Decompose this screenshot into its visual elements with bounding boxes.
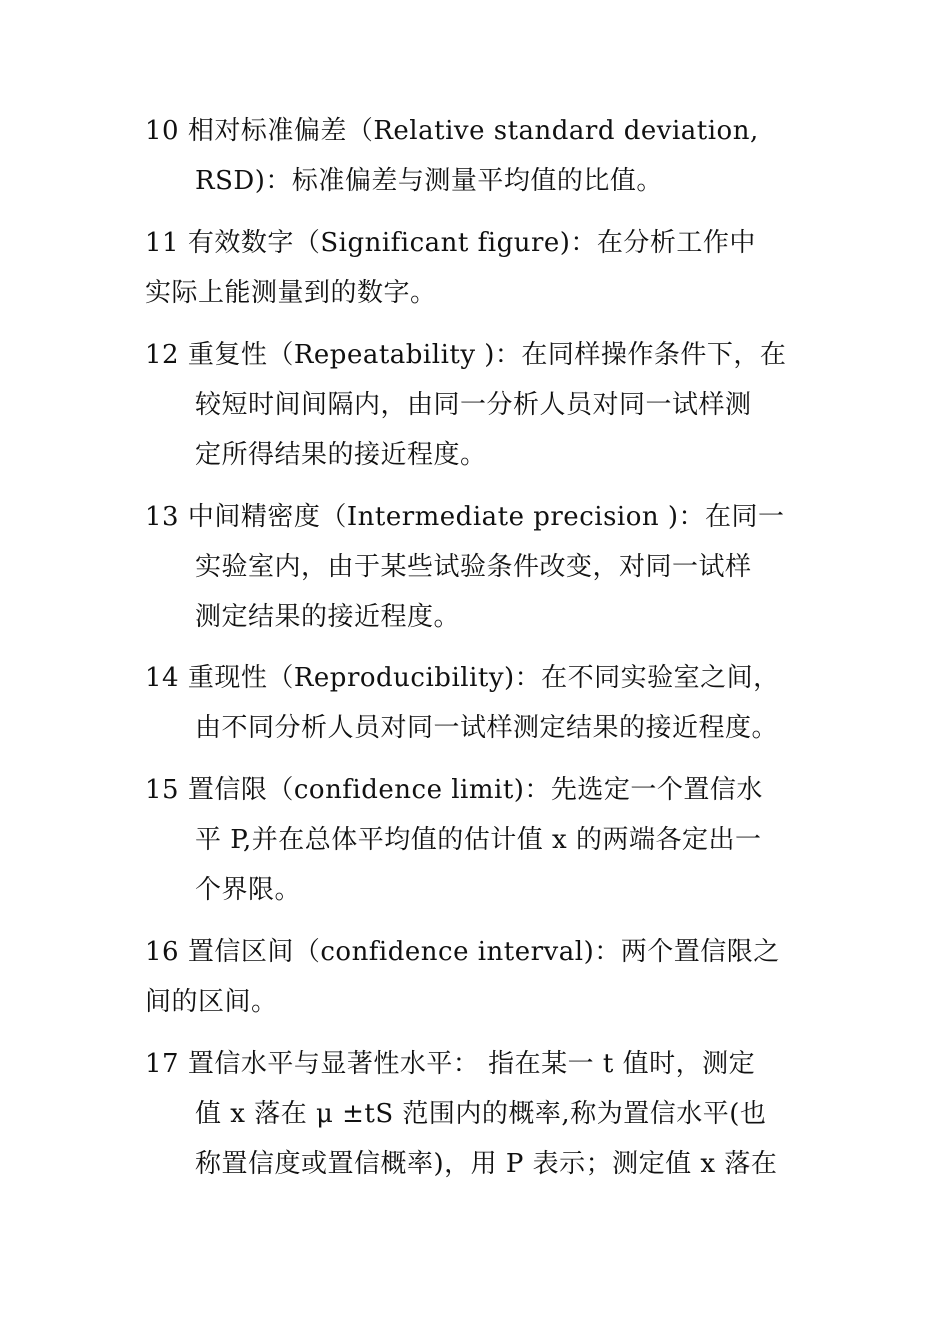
entry-15-line-2: 平 P,并在总体平均值的估计值 x 的两端各定出一 xyxy=(195,825,762,855)
entry-16-line-2: 间的区间。 xyxy=(145,987,278,1017)
entry-17-line-2: 值 x 落在 μ ±tS 范围内的概率,称为置信水平(也 xyxy=(195,1099,767,1129)
entry-12-line-2: 较短时间间隔内，由同一分析人员对同一试样测 xyxy=(195,390,752,420)
entry-12-line-1: 12 重复性（Repeatability )：在同样操作条件下，在 xyxy=(145,340,787,370)
entry-11-line-1: 11 有效数字（Significant figure)：在分析工作中 xyxy=(145,228,756,258)
definition-entry-15 xyxy=(145,765,825,915)
entry-13-line-2: 实验室内，由于某些试验条件改变，对同一试样 xyxy=(195,552,752,582)
entry-11-line-2: 实际上能测量到的数字。 xyxy=(145,278,437,308)
definition-entry-16 xyxy=(145,927,825,1027)
entry-14-line-2: 由不同分析人员对同一试样测定结果的接近程度。 xyxy=(195,713,779,743)
entry-16-line-1: 16 置信区间（confidence interval)：两个置信限之 xyxy=(145,937,780,967)
entry-10-line-2: RSD)：标准偏差与测量平均值的比值。 xyxy=(195,166,663,196)
entry-10-line-1: 10 相对标准偏差（Relative standard deviation, xyxy=(145,116,759,146)
entry-13-line-3: 测定结果的接近程度。 xyxy=(195,602,461,632)
definition-entry-13 xyxy=(145,492,825,642)
definition-entry-10 xyxy=(145,106,825,206)
entry-12-line-3: 定所得结果的接近程度。 xyxy=(195,440,487,470)
entry-15-line-1: 15 置信限（confidence limit)：先选定一个置信水 xyxy=(145,775,763,805)
definition-entry-17 xyxy=(145,1039,825,1189)
entry-17-line-3: 称置信度或置信概率)，用 P 表示；测定值 x 落在 xyxy=(195,1149,778,1179)
entry-13-line-1: 13 中间精密度（Intermediate precision )：在同一 xyxy=(145,502,785,532)
definition-entry-11 xyxy=(145,218,825,318)
definition-entry-12 xyxy=(145,330,825,480)
entry-14-line-1: 14 重现性（Reproducibility)：在不同实验室之间， xyxy=(145,663,780,693)
entry-17-line-1: 17 置信水平与显著性水平： 指在某一 t 值时，测定 xyxy=(145,1049,756,1079)
entry-15-line-3: 个界限。 xyxy=(195,875,302,905)
definition-entry-14 xyxy=(145,653,825,753)
